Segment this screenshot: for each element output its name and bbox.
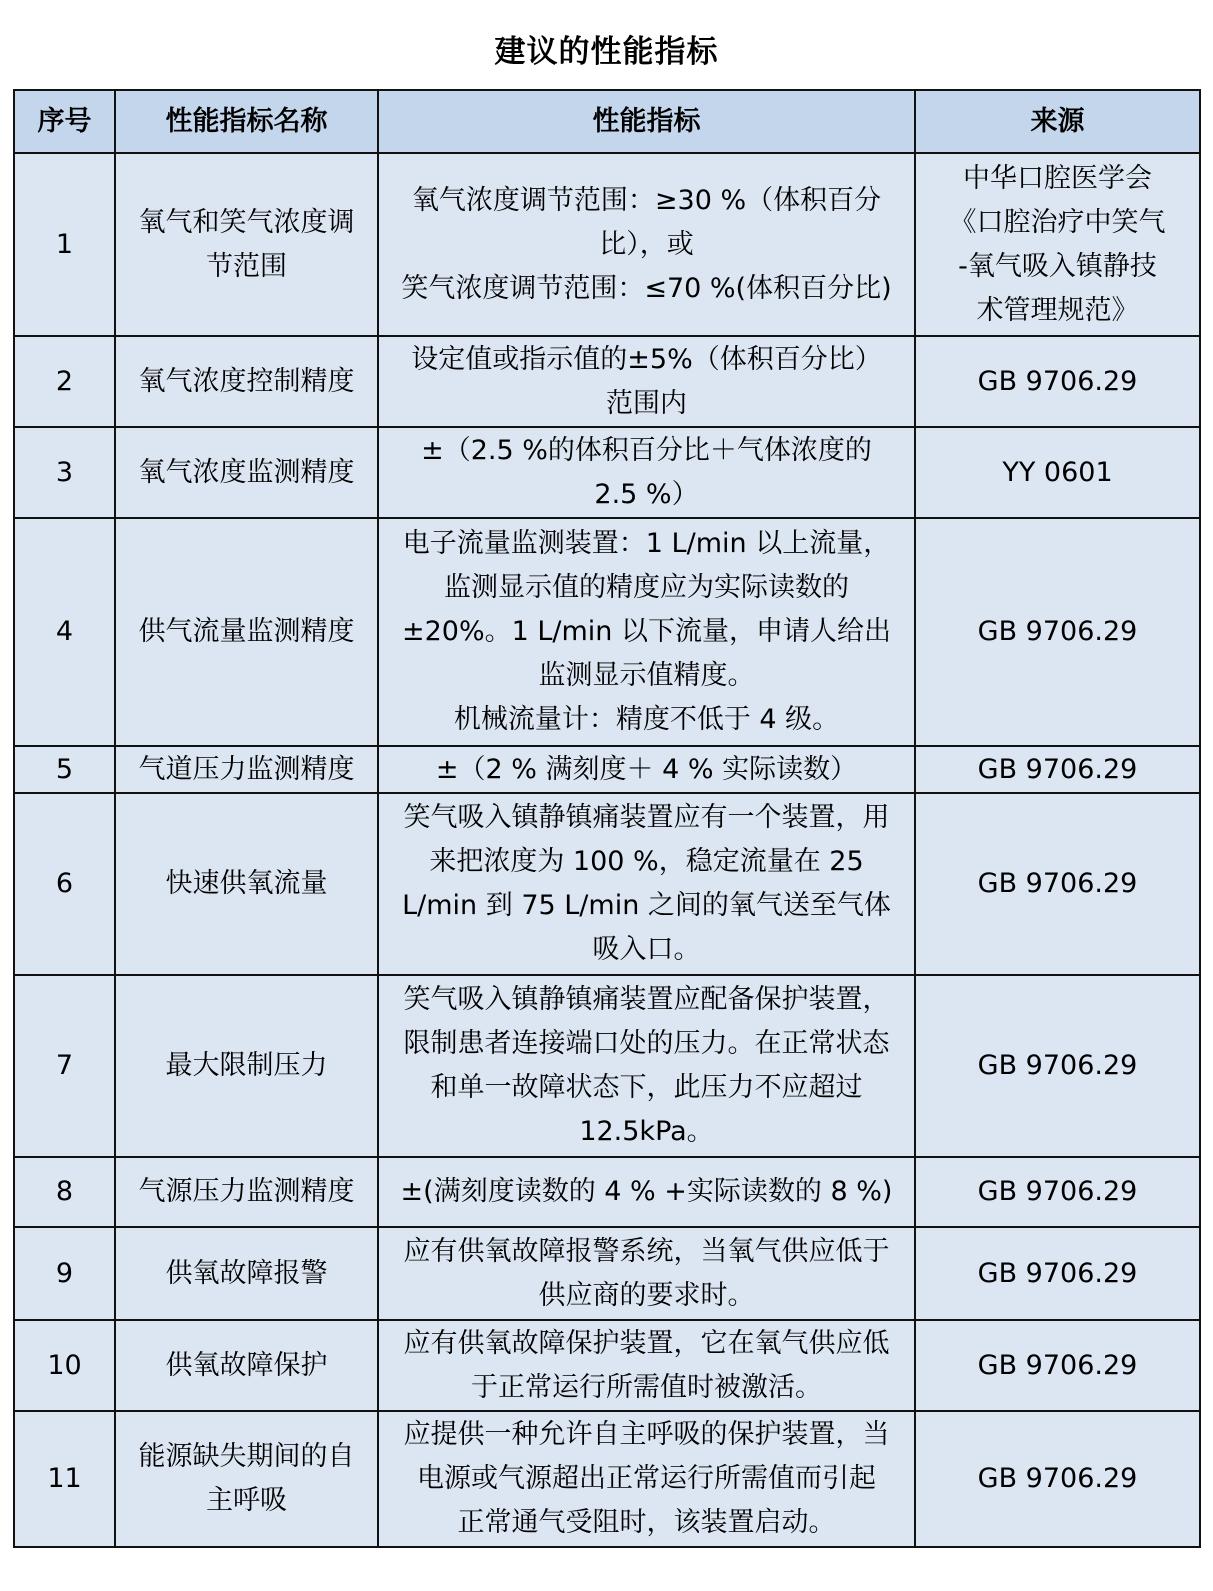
indicator-spec-line: 和单一故障状态下，此压力不应超过 <box>430 1072 863 1103</box>
indicator-name-line: 供氧故障报警 <box>165 1257 328 1289</box>
indicator-source <box>915 1157 1200 1227</box>
indicator-spec-line: 12.5kPa。 <box>579 1116 714 1147</box>
indicator-source <box>915 975 1200 1157</box>
indicator-name-line: 气源压力监测精度 <box>138 1176 355 1207</box>
indicator-spec-line: 应提供一种允许自主呼吸的保护装置，当 <box>403 1419 890 1450</box>
indicator-name <box>115 336 378 427</box>
page-title: 建议的性能指标 <box>494 34 719 70</box>
indicator-name-line: 气道压力监测精度 <box>138 753 355 785</box>
indicator-name-line: 氧气和笑气浓度调 <box>138 206 355 238</box>
indicator-source-line: GB 9706.29 <box>977 616 1138 647</box>
indicator-spec <box>378 793 915 975</box>
indicator-name <box>115 975 378 1157</box>
indicator-source <box>915 793 1200 975</box>
indicator-source-line: YY 0601 <box>1002 456 1113 488</box>
indicator-source-line: GB 9706.29 <box>977 868 1138 899</box>
indicator-source-line: GB 9706.29 <box>977 1463 1138 1494</box>
table-row <box>14 427 1200 518</box>
indicator-spec <box>378 1157 915 1227</box>
indicator-name <box>115 427 378 518</box>
indicator-spec <box>378 427 915 518</box>
indicator-name-line: 供气流量监测精度 <box>138 616 355 647</box>
indicator-name <box>115 793 378 975</box>
indicator-spec <box>378 975 915 1157</box>
indicator-source-line: GB 9706.29 <box>977 1050 1138 1081</box>
indicator-name-line: 氧气浓度控制精度 <box>138 365 355 397</box>
indicator-spec-line: 笑气吸入镇静镇痛装置应有一个装置，用 <box>403 802 890 833</box>
indicator-spec-line: 限制患者连接端口处的压力。在正常状态 <box>403 1028 890 1059</box>
indicator-source <box>915 746 1200 793</box>
table-body <box>14 153 1200 1547</box>
indicator-source <box>915 518 1200 746</box>
indicator-source-line: GB 9706.29 <box>977 1176 1138 1207</box>
indicator-source <box>915 1227 1200 1320</box>
indicator-name-line: 节范围 <box>206 250 287 282</box>
indicator-spec-line: 比），或 <box>599 228 694 260</box>
table-row <box>14 1157 1200 1227</box>
indicator-spec-line: L/min 到 75 L/min 之间的氧气送至气体 <box>402 890 891 921</box>
indicator-spec-line: 笑气浓度调节范围：≤70 %(体积百分比) <box>401 272 892 304</box>
indicator-name <box>115 518 378 746</box>
indicator-spec <box>378 1320 915 1411</box>
indicator-name <box>115 1227 378 1320</box>
indicator-source-line: GB 9706.29 <box>977 753 1138 785</box>
indicator-source-line: -氧气吸入镇静技 <box>958 250 1157 282</box>
table-row <box>14 1320 1200 1411</box>
row-number: 8 <box>14 1157 115 1227</box>
indicator-spec <box>378 518 915 746</box>
indicator-name-line: 氧气浓度监测精度 <box>138 456 355 488</box>
table-row <box>14 975 1200 1157</box>
indicator-name-line: 主呼吸 <box>206 1485 287 1516</box>
row-number: 6 <box>14 793 115 975</box>
indicator-source <box>915 336 1200 427</box>
indicator-spec-line: 应有供氧故障保护装置，它在氧气供应低 <box>403 1327 890 1359</box>
indicator-source <box>915 1320 1200 1411</box>
performance-spec-table <box>13 89 1201 1548</box>
indicator-source <box>915 153 1200 336</box>
indicator-spec-line: ±20%。1 L/min 以下流量，申请人给出 <box>401 616 892 647</box>
indicator-spec-line: 于正常运行所需值时被激活。 <box>471 1371 822 1403</box>
indicator-spec <box>378 153 915 336</box>
indicator-source-line: 中华口腔医学会 <box>963 162 1152 194</box>
table-row <box>14 1227 1200 1320</box>
indicator-source <box>915 427 1200 518</box>
indicator-spec-line: 设定值或指示值的±5%（体积百分比） <box>411 343 882 375</box>
indicator-spec-line: 监测显示值精度。 <box>538 660 755 691</box>
indicator-spec-line: ±（2.5 %的体积百分比＋气体浓度的 <box>421 434 872 466</box>
indicator-spec-line: 应有供氧故障报警系统，当氧气供应低于 <box>403 1235 890 1267</box>
indicator-spec <box>378 1411 915 1547</box>
row-number: 4 <box>14 518 115 746</box>
indicator-spec <box>378 336 915 427</box>
indicator-name <box>115 746 378 793</box>
indicator-source-line: 术管理规范》 <box>976 294 1139 326</box>
indicator-name <box>115 1157 378 1227</box>
indicator-spec-line: 吸入口。 <box>592 934 701 965</box>
indicator-source-line: GB 9706.29 <box>977 1257 1138 1289</box>
row-number: 3 <box>14 427 115 518</box>
indicator-source-line: 《口腔治疗中笑气 <box>949 206 1166 238</box>
row-number: 9 <box>14 1227 115 1320</box>
indicator-name <box>115 1320 378 1411</box>
indicator-spec <box>378 746 915 793</box>
table-row <box>14 746 1200 793</box>
table-row <box>14 518 1200 746</box>
indicator-name-line: 快速供氧流量 <box>165 868 328 899</box>
indicator-spec-line: 范围内 <box>606 387 687 419</box>
indicator-source-line: GB 9706.29 <box>977 1349 1138 1381</box>
header-name: 性能指标名称 <box>115 90 378 153</box>
indicator-source-line: GB 9706.29 <box>977 365 1138 397</box>
header-no: 序号 <box>14 90 115 153</box>
indicator-source <box>915 1411 1200 1547</box>
row-number: 11 <box>14 1411 115 1547</box>
indicator-spec-line: 氧气浓度调节范围：≥30 %（体积百分 <box>411 184 882 216</box>
table-row <box>14 1411 1200 1547</box>
row-number: 10 <box>14 1320 115 1411</box>
indicator-spec-line: 正常通气受阻时，该装置启动。 <box>457 1507 836 1538</box>
indicator-name-line: 最大限制压力 <box>165 1050 328 1081</box>
header-spec: 性能指标 <box>378 90 915 153</box>
indicator-spec-line: 供应商的要求时。 <box>538 1279 755 1311</box>
table-header-row <box>14 90 1200 153</box>
indicator-spec-line: ±（2 % 满刻度＋ 4 % 实际读数） <box>435 753 858 785</box>
row-number: 2 <box>14 336 115 427</box>
row-number: 7 <box>14 975 115 1157</box>
table-row <box>14 153 1200 336</box>
indicator-spec-line: ±(满刻度读数的 4 % +实际读数的 8 %) <box>400 1176 893 1207</box>
indicator-spec-line: 来把浓度为 100 %，稳定流量在 25 <box>429 846 864 877</box>
indicator-spec-line: 电源或气源超出正常运行所需值而引起 <box>417 1463 876 1494</box>
indicator-spec-line: 2.5 %） <box>594 478 699 510</box>
indicator-spec-line: 机械流量计：精度不低于 4 级。 <box>453 704 840 735</box>
indicator-name <box>115 1411 378 1547</box>
indicator-name <box>115 153 378 336</box>
indicator-spec-line: 笑气吸入镇静镇痛装置应配备保护装置， <box>403 984 890 1015</box>
row-number: 1 <box>14 153 115 336</box>
table-row <box>14 336 1200 427</box>
indicator-name-line: 能源缺失期间的自 <box>138 1441 355 1472</box>
table-row <box>14 793 1200 975</box>
indicator-spec <box>378 1227 915 1320</box>
indicator-spec-line: 电子流量监测装置：1 L/min 以上流量， <box>402 528 891 559</box>
row-number: 5 <box>14 746 115 793</box>
header-source: 来源 <box>915 90 1200 153</box>
indicator-name-line: 供氧故障保护 <box>165 1349 328 1381</box>
indicator-spec-line: 监测显示值的精度应为实际读数的 <box>444 572 849 603</box>
